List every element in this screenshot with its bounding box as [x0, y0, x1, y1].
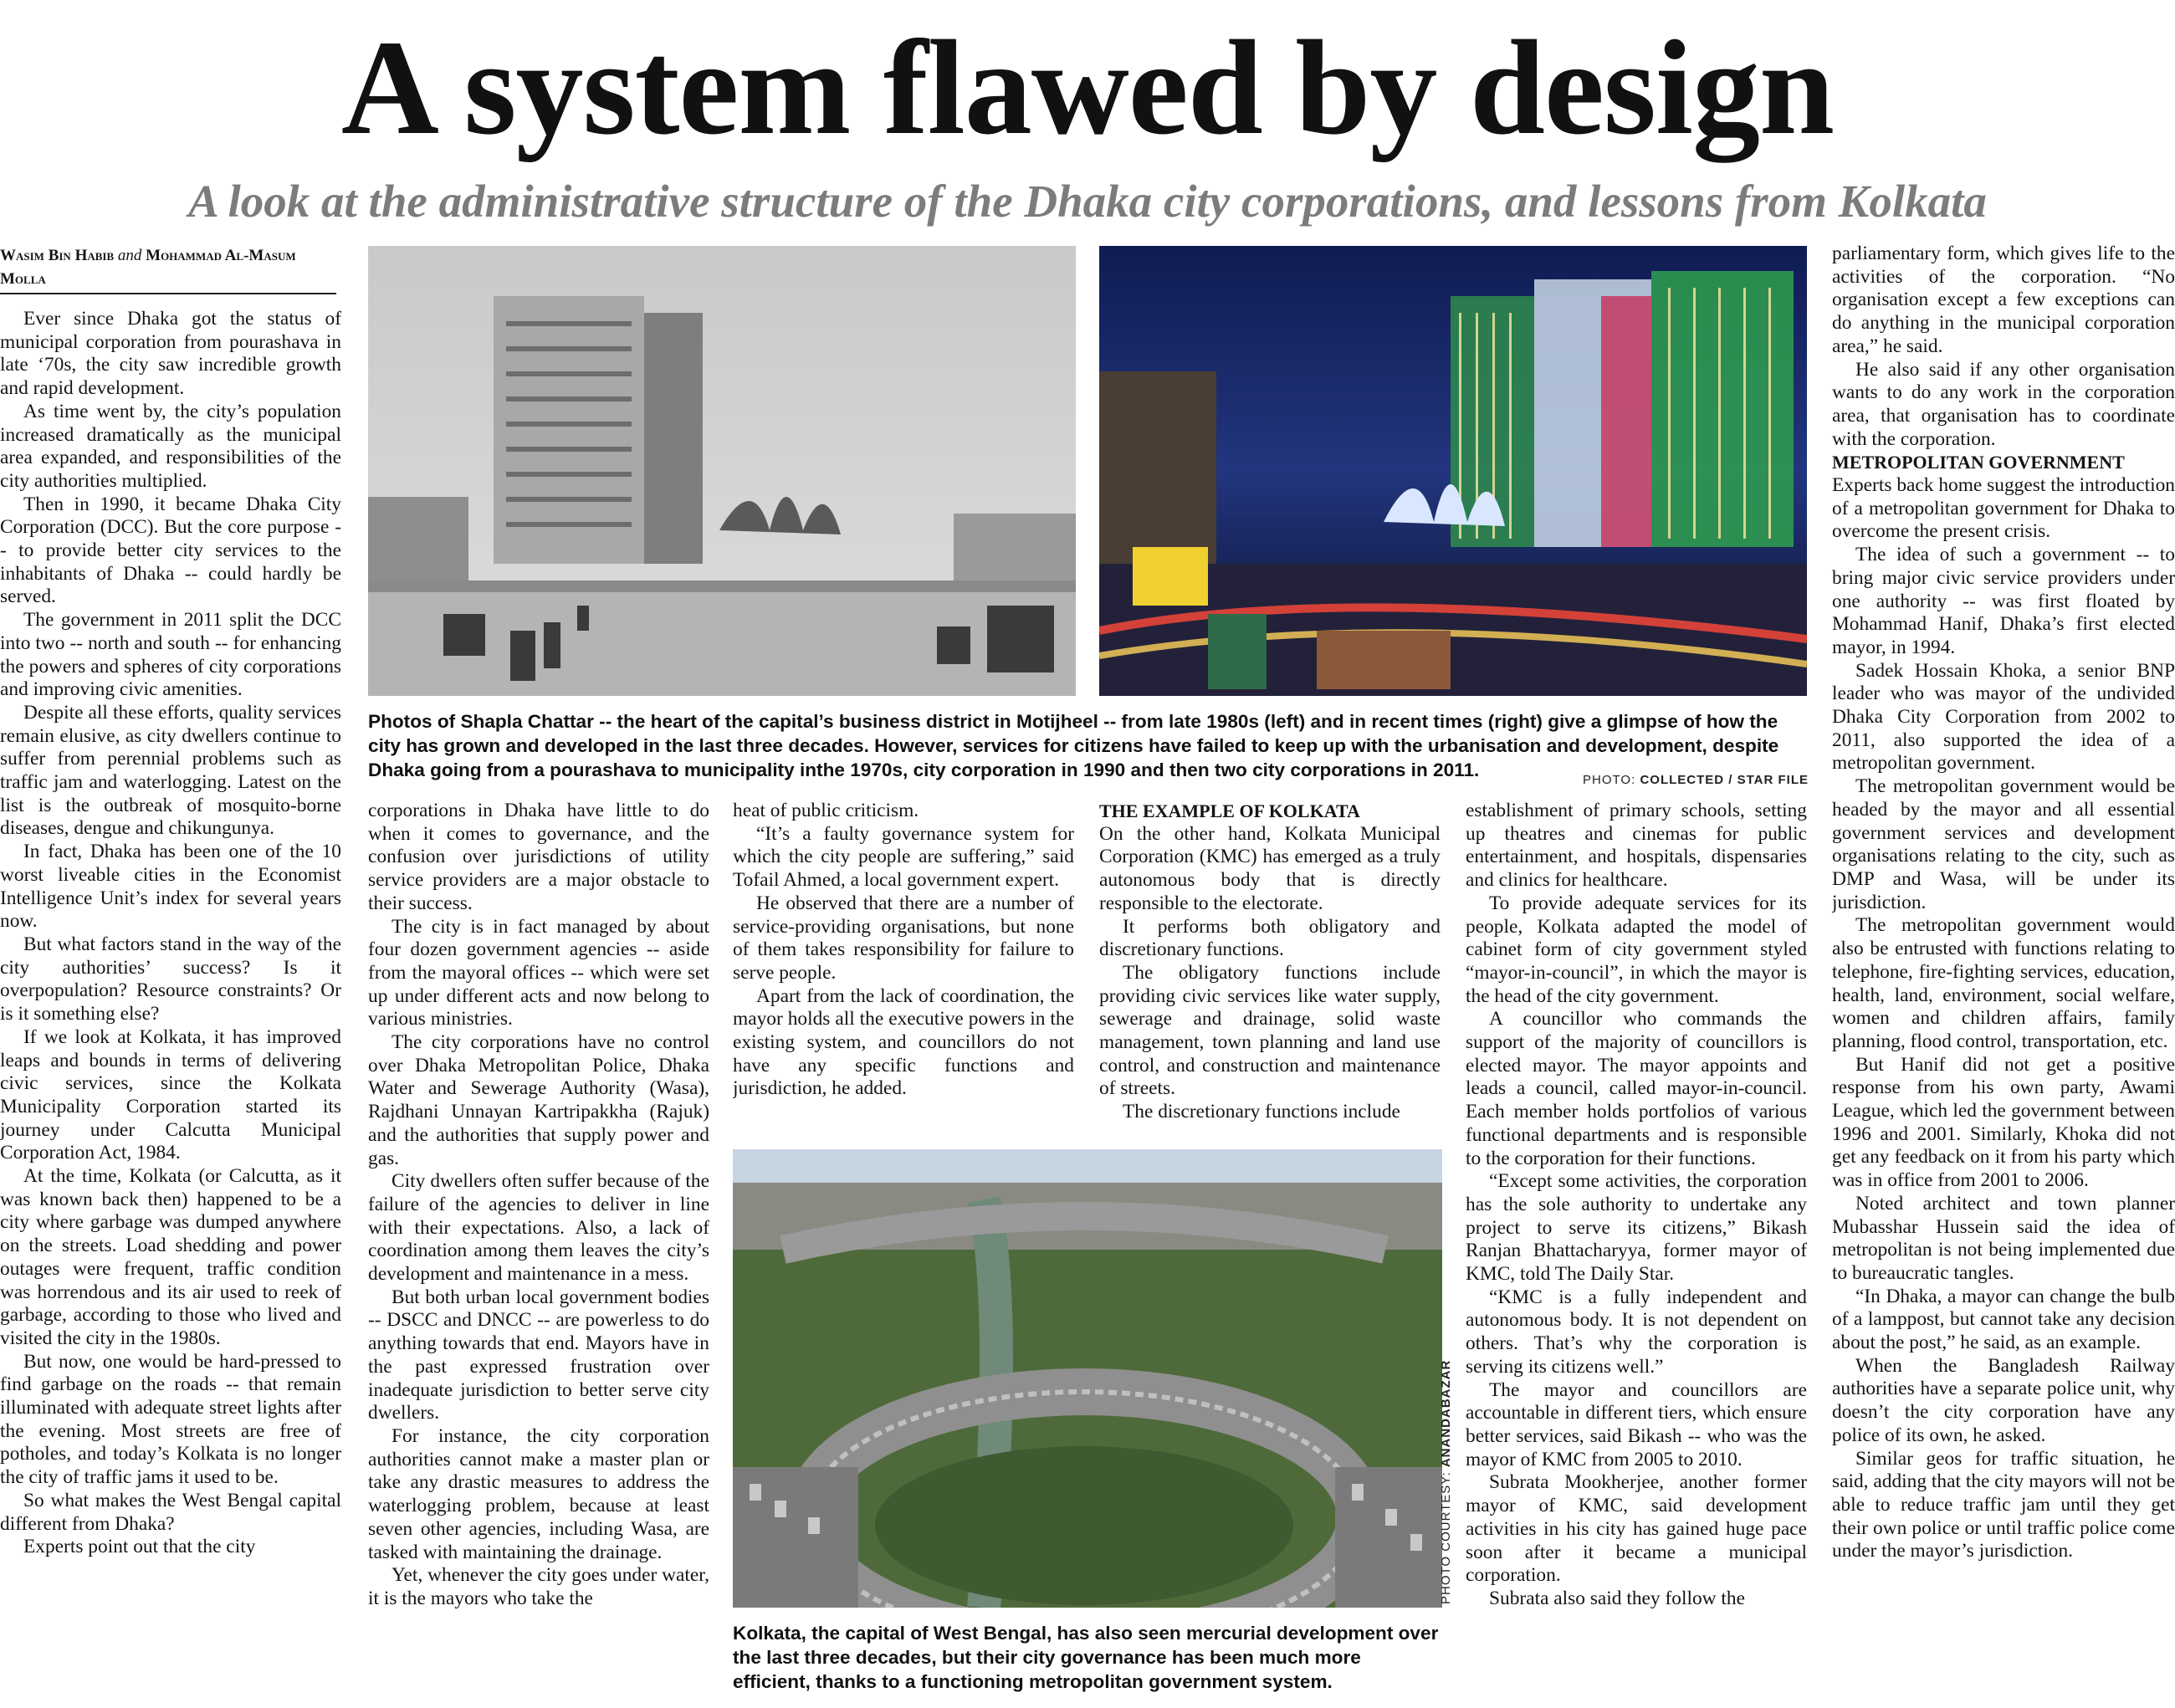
article-column-5 [1466, 800, 1807, 1708]
paragraph: The government in 2011 split the DCC into two -- north and south -- for enhancing the powers and spheres of city corporations and improving civic amenities. [0, 609, 341, 701]
top-photo-credit-name: COLLECTED / STAR FILE [1640, 773, 1809, 787]
paragraph: On the other hand, Kolkata Municipal Corporation (KMC) has emerged as a truly autonomous body that is directly responsible to the electorate. [1099, 822, 1441, 914]
paragraph: Noted architect and town planner Mubasshar Hussein said the idea of metropolitan is not being implemented due to bureaucratic tangles. [1832, 1192, 2175, 1284]
headline: A system flawed by design [340, 13, 1835, 163]
paragraph: “Except some activities, the corporation has the sole authority to undertake any project to serve its citizens,” Bikash Ranjan Bhattacharyya, former mayor of KMC, told The Daily Star. [1466, 1170, 1807, 1286]
paragraph: The metropolitan government would also be entrusted with functions relating to telephone, fire-fighting services, education, health, land, environment, social welfare, women and children affairs, family planning, flood control, transportation, etc. [1832, 914, 2175, 1052]
article-column-2 [368, 800, 709, 1708]
paragraph: So what makes the West Bengal capital different from Dhaka? [0, 1489, 341, 1535]
article-column-4 [1099, 800, 1441, 1134]
paragraph: The idea of such a government -- to bring major civic service providers under one authority -- was first floated by Mohammad Hanif, Dhaka’s first elected mayor, in 1994. [1832, 544, 2175, 658]
paragraph: It performs both obligatory and discretionary functions. [1099, 915, 1441, 961]
photo-shapla-chattar-night [1099, 246, 1807, 696]
paragraph: He also said if any other organisation wants to do any work in the corporation area, that organisation has to coordinate with the corporation. [1832, 358, 2175, 450]
bottom-photo-credit-label: PHOTO COURTESY: [1439, 1471, 1453, 1604]
paragraph: City dwellers often suffer because of the failure of the agencies to deliver in line with their expectations. Also, a lack of coordination among them leaves the city’s development and maintenance in a mess. [368, 1170, 709, 1286]
paragraph: The city is in fact managed by about four dozen government agencies -- aside from the mayoral offices -- which were set up under different acts and now belong to various ministries. [368, 915, 709, 1030]
paragraph: The mayor and councillors are accountable in different tiers, which ensure better services, said Bikash -- who was the mayor of KMC from 2005 to 2010. [1466, 1378, 1807, 1470]
top-photo-credit-label: PHOTO: [1583, 773, 1636, 787]
paragraph: heat of public criticism. [733, 800, 919, 821]
paragraph: The obligatory functions include providing civic services like water supply, sewerage and drainage, solid waste management, town planning and land use control, and construction and maintenance of streets. [1099, 961, 1441, 1100]
article-column-1 [0, 308, 341, 1708]
author-1: Wasim Bin Habib [0, 247, 115, 264]
paragraph: “In Dhaka, a mayor can change the bulb of a lamppost, but cannot take any decision about the post,” he said, as an example. [1832, 1285, 2175, 1354]
byline-and: and [117, 247, 142, 264]
paragraph: He observed that there are a number of service-providing organisations, but none of them takes responsibility for failure to serve people. [733, 892, 1074, 984]
deck-subtitle: A look at the administrative structure of the Dhaka city corporations, and lessons from Kolkata [188, 176, 1987, 227]
paragraph: Yet, whenever the city goes under water, it is the mayors who take the [368, 1564, 709, 1609]
section-heading: METROPOLITAN GOVERNMENT [1832, 452, 2125, 473]
section-heading: THE EXAMPLE OF KOLKATA [1099, 800, 1360, 821]
bottom-photo-credit-name: ANANDABAZAR [1439, 1359, 1453, 1468]
paragraph: Sadek Hossain Khoka, a senior BNP leader who was mayor of the undivided Dhaka City Corporation from 2002 to 2011, also supported the idea of a metropolitan government. [1832, 659, 2175, 775]
paragraph: If we look at Kolkata, it has improved leaps and bounds in terms of delivering civic services, since the Kolkata Municipality Corporation started its journey under Calcutta Municipal Corporation Act, 1984. [0, 1025, 341, 1164]
bottom-photo-credit [1439, 1360, 1453, 1604]
paragraph: Subrata also said they follow the [1489, 1587, 1745, 1609]
bottom-photo-caption: Kolkata, the capital of West Bengal, has also seen mercurial development over the last three decades, but their city governance has been much more efficient, thanks to a functioning metropolitan government system. [733, 1623, 1439, 1692]
byline [0, 244, 336, 294]
article-column-6 [1832, 243, 2175, 1708]
paragraph: “KMC is a fully independent and autonomous body. It is not dependent on others. That’s why the corporation is serving its citizens well.” [1466, 1286, 1807, 1378]
paragraph: At the time, Kolkata (or Calcutta, as it was known back then) happened to be a city where garbage was dumped anywhere on the streets. Load shedding and power outages were frequent, traffic condition was horrendous and its air used to reek of garbage, according to those who lived and visited the city in the 1980s. [0, 1165, 341, 1349]
paragraph: The discretionary functions include [1123, 1101, 1400, 1123]
article-column-3 [733, 800, 1074, 1134]
paragraph: “It’s a faulty governance system for which the city people are suffering,” said Tofail Ahmed, a local government expert. [733, 822, 1074, 892]
paragraph: parliamentary form, which gives life to the activities of the corporation. “No organisation except a few exceptions can do anything in the municipal corporation area,” he said. [1832, 243, 2175, 357]
paragraph: But both urban local government bodies -- DSCC and DNCC -- are powerless to do anything towards that end. Mayors have in the past expressed frustration over inadequate jurisdiction to better serve city dwellers. [368, 1286, 709, 1424]
paragraph: But what factors stand in the way of the city authorities’ success? Is it overpopulation? Resource constraints? Or is it something else? [0, 933, 341, 1025]
photo-shapla-chattar-1980s [368, 246, 1076, 696]
paragraph: The metropolitan government would be headed by the mayor and all essential government services and development organisations relating to the city, such as DMP and Wasa, will be under its jurisdiction. [1832, 775, 2175, 913]
paragraph: But now, one would be hard-pressed to find garbage on the roads -- that remain illuminated with adequate street lights after the evening. Most streets are free of potholes, and today’s Kolkata is no longer the city of traffic jams it used to be. [0, 1350, 341, 1489]
paragraph: Ever since Dhaka got the status of municipal corporation from pourashava in late ‘70s, the city saw incredible growth and rapid development. [0, 308, 341, 400]
paragraph: corporations in Dhaka have little to do when it comes to governance, and the confusion over jurisdictions of utility service providers are a major obstacle to their success. [368, 800, 709, 914]
paragraph: Subrata Mookherjee, another former mayor of KMC, said development activities in his city has gained huge pace soon after it became a municipal corporation. [1466, 1471, 1807, 1587]
paragraph: But Hanif did not get a positive response from his own party, Awami League, which led the government between 1996 and 2001. Similarly, Khoka did not get any feedback on it from his party which was in office from 2001 to 2006. [1832, 1053, 2175, 1192]
photo-kolkata-flyover [733, 1149, 1442, 1608]
paragraph: establishment of primary schools, setting up theatres and cinemas for public entertainment, and hospitals, dispensaries and clinics for healthcare. [1466, 800, 1807, 892]
paragraph: For instance, the city corporation authorities cannot make a master plan or take any drastic measures to address the waterlogging problem, because at least seven other agencies, including Wasa, are tasked with maintaining the drainage. [368, 1424, 709, 1563]
paragraph: Despite all these efforts, quality services remain elusive, as city dwellers continue to suffer from perennial problems such as traffic jam and waterlogging. Latest on the list is the outbreak of mosquito-borne diseases, dengue and chikungunya. [0, 701, 341, 840]
top-photo-caption: Photos of Shapla Chattar -- the heart of the capital’s business district in Motijheel -- from late 1980s (left) and in recent times (right) give a glimpse of how the city has grown and developed in the last three decades. However, services for citizens have failed to keep up with the urbanisation and development, despite Dhaka going from a pourashava to municipality inthe 1970s, city corporation in 1990 and then two city corporations in 2011. [368, 711, 1779, 780]
author-2: Mohammad Al-Masum Molla [0, 247, 296, 288]
paragraph: Experts point out that the city [23, 1536, 256, 1558]
paragraph: A councillor who commands the support of the majority of councillors is elected mayor. The mayor appoints and leads a council, called mayor-in-council. Each member holds portfolios of various functional departments and is responsible to the corporation for their functions. [1466, 1008, 1807, 1169]
paragraph: Similar geos for traffic situation, he said, adding that the city mayors will not be able to reduce traffic jam until they get their own police or until traffic police come under the mayor’s jurisdiction. [1832, 1447, 2175, 1562]
paragraph: In fact, Dhaka has been one of the 10 worst liveable cities in the Economist Intelligence Unit’s index for several years now. [0, 841, 341, 933]
paragraph: Apart from the lack of coordination, the mayor holds all the executive powers in the existing system, and councillors do not have any specific functions and jurisdiction, he added. [733, 984, 1074, 1100]
paragraph: The city corporations have no control over Dhaka Metropolitan Police, Dhaka Water and Sewerage Authority (Wasa), Rajdhani Unnayan Kartripakkha (Rajuk) and the authorities that supply power and gas. [368, 1031, 709, 1169]
paragraph: To provide adequate services for its people, Kolkata adapted the model of cabinet form of city government styled “mayor-in-council”, in which the mayor is the head of the city government. [1466, 892, 1807, 1007]
paragraph: When the Bangladesh Railway authorities have a separate police unit, why doesn’t the city corporation have any police of its own, he asked. [1832, 1354, 2175, 1446]
paragraph: Experts back home suggest the introduction of a metropolitan government for Dhaka to overcome the present crisis. [1832, 474, 2175, 543]
top-photo-credit [1549, 773, 1809, 787]
paragraph: As time went by, the city’s population increased dramatically as the municipal area expanded, and responsibilities of the city authorities multiplied. [0, 400, 341, 492]
paragraph: Then in 1990, it became Dhaka City Corporation (DCC). But the core purpose -- to provide better city services to the inhabitants of Dhaka -- could hardly be served. [0, 493, 341, 608]
